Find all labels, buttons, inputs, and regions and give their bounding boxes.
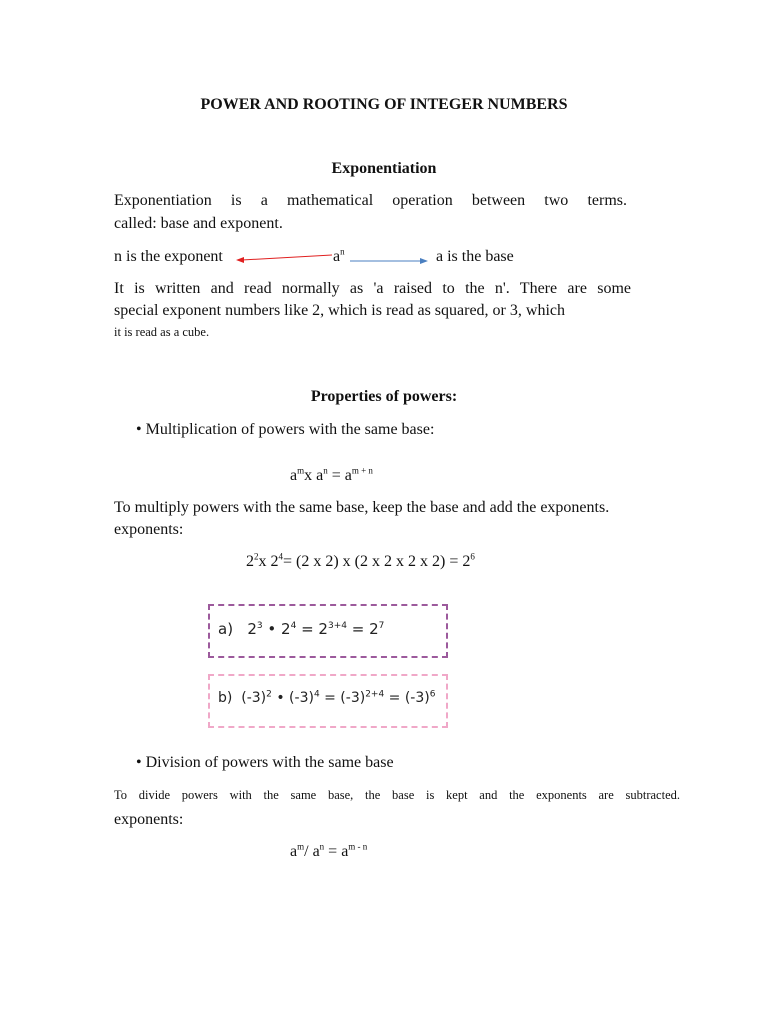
page-title: POWER AND ROOTING OF INTEGER NUMBERS <box>200 96 568 113</box>
arrows-diagram <box>232 248 432 268</box>
arrow-left-head <box>236 257 244 263</box>
paragraph-line: it is read as a cube. <box>114 325 210 339</box>
example-box-a-text: a) $2^3$ • $2^4 = 2^{3+4} = 2^7$ <box>218 620 385 638</box>
power-notation: $a^n$ <box>333 246 345 265</box>
paragraph-line: It is written and read normally as 'a raised to the n'. There are some <box>114 280 631 297</box>
exponent-label: n is the exponent <box>114 248 223 265</box>
example-box-a <box>208 604 448 658</box>
arrow-left <box>242 255 332 260</box>
multiplication-example: $2^2x$ $2^4= (2$ x 2) x (2 x 2 x 2 x $2) = 2^6$ <box>246 551 475 570</box>
section-heading-exponentiation: Exponentiation <box>331 160 437 177</box>
paragraph-line: called: base and exponent. <box>114 215 283 232</box>
arrow-right-head <box>420 258 428 264</box>
division-rule: $a^m/$ $a^n = a^{m - n}$ <box>290 841 368 860</box>
paragraph-line: exponents: <box>114 521 184 538</box>
multiplication-rule: $a^mx$ $a^n = a^{m + n}$ <box>290 465 373 484</box>
example-box-b <box>208 674 448 728</box>
paragraph-line: To divide powers with the same base, the base is kept and the exponents are subtracted. <box>114 788 680 802</box>
paragraph-line: special exponent numbers like 2, which is read as squared, or 3, which <box>114 302 565 319</box>
section-heading-properties: Properties of powers: <box>310 388 458 405</box>
base-label: a is the base <box>436 248 514 265</box>
paragraph-line: exponents: <box>114 811 184 828</box>
bullet-multiplication: • Multiplication of powers with the same base: <box>136 421 435 438</box>
paragraph-line: To multiply powers with the same base, keep the base and add the exponents. <box>114 499 610 516</box>
paragraph-line: Exponentiation is a mathematical operation between two terms. <box>114 192 627 209</box>
bullet-division: • Division of powers with the same base <box>136 754 394 771</box>
example-box-b-text: b) $(-3)^2$ • $(-3)^4 = (-3)^{2+4} = (-3)^6$ <box>218 689 436 706</box>
